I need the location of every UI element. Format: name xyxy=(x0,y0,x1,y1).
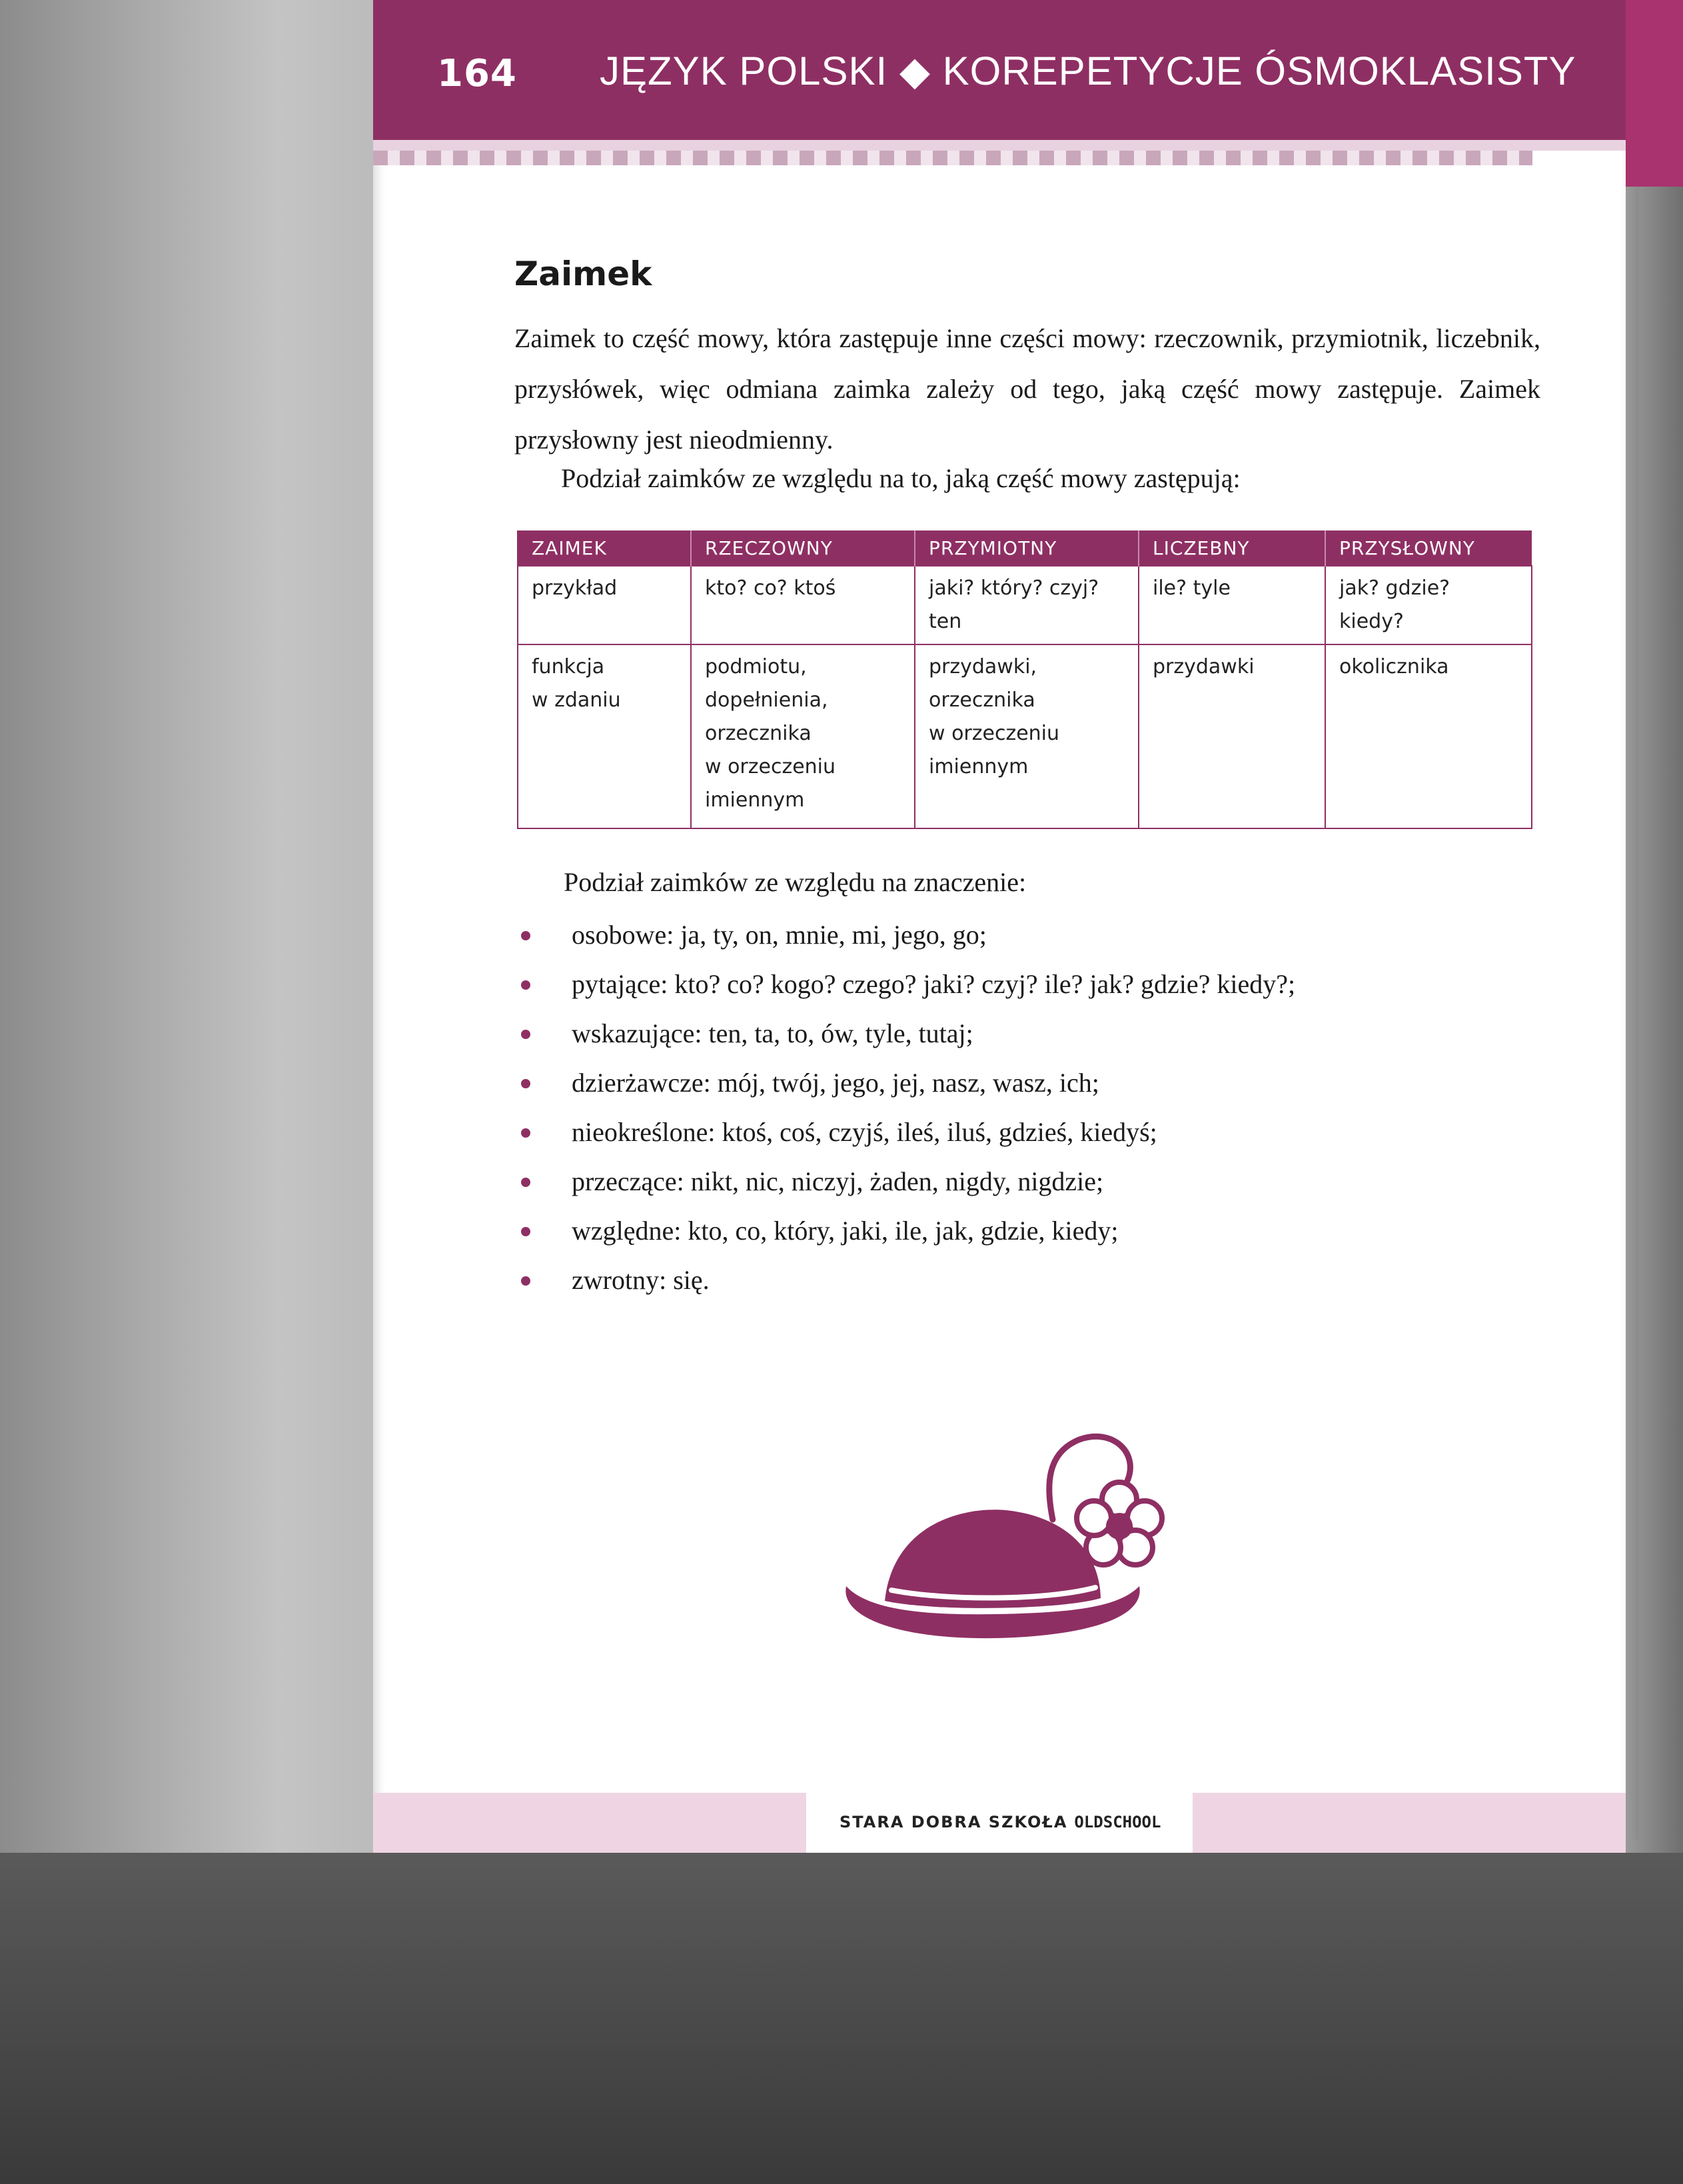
table-header-cell: ZAIMEK xyxy=(518,531,691,566)
table-cell xyxy=(1139,566,1325,644)
table-cell xyxy=(1325,644,1532,828)
cell-line: jak? gdzie? xyxy=(1339,576,1450,600)
list-item-text: względne: kto, co, który, jaki, ile, jak, gdzie, kiedy; xyxy=(572,1216,1119,1246)
bullet-icon xyxy=(521,1030,530,1039)
list-item-text: dzierżawcze: mój, twój, jego, jej, nasz, wasz, ich; xyxy=(572,1068,1099,1098)
table-cell xyxy=(691,566,915,644)
footer-label: STARA DOBRA SZKOŁA xyxy=(840,1813,1068,1831)
table-header-row xyxy=(518,531,1532,566)
table-header-cell: PRZYMIOTNY xyxy=(915,531,1139,566)
header-stripe-decoration xyxy=(373,151,1532,165)
running-title: JĘZYK POLSKI ◆ KOREPETYCJE ÓSMOKLASISTY xyxy=(600,49,1576,93)
cell-line: orzecznika xyxy=(705,722,812,745)
cell-line: ten xyxy=(929,610,962,633)
table-header-cell: PRZYSŁOWNY xyxy=(1325,531,1532,566)
footer-brand-logo: OLDSCHOOL xyxy=(1074,1813,1161,1831)
cell-line: jaki? który? czyj? xyxy=(929,576,1099,600)
intro-paragraph xyxy=(514,313,1540,465)
table-cell xyxy=(915,644,1139,828)
table-header-cell: LICZEBNY xyxy=(1139,531,1325,566)
footer-text xyxy=(840,1813,1161,1831)
cell-line: orzecznika xyxy=(929,688,1035,712)
cell-line: kiedy? xyxy=(1339,610,1404,633)
cell-line: imiennym xyxy=(929,755,1029,778)
list-item-text: pytające: kto? co? kogo? czego? jaki? czyj? ile? jak? gdzie? kiedy?; xyxy=(572,969,1296,999)
bullet-icon xyxy=(521,980,530,990)
table-header-cell: RZECZOWNY xyxy=(691,531,915,566)
pronoun-table xyxy=(517,531,1532,829)
list-item xyxy=(514,910,1554,960)
cell-line: w zdaniu xyxy=(532,688,621,712)
list-item-text: nieokreślone: ktoś, coś, czyjś, ileś, iluś, gdzieś, kiedyś; xyxy=(572,1117,1157,1147)
list-item-text: wskazujące: ten, ta, to, ów, tyle, tutaj; xyxy=(572,1018,973,1048)
list-item-text: przeczące: nikt, nic, niczyj, żaden, nigdy, nigdzie; xyxy=(572,1166,1104,1196)
cell-line: w orzeczeniu xyxy=(705,755,836,778)
table-row xyxy=(518,644,1532,828)
cell-line: podmiotu, xyxy=(705,655,807,678)
cell-line: w orzeczeniu xyxy=(929,722,1060,745)
cell-line: funkcja xyxy=(532,655,605,678)
list-item xyxy=(514,1009,1554,1058)
table-cell-label: przykład xyxy=(518,566,691,644)
table-cell xyxy=(1325,566,1532,644)
table-cell-label xyxy=(518,644,691,828)
book-page xyxy=(373,0,1626,1853)
table-row xyxy=(518,566,1532,644)
bullet-icon xyxy=(521,1079,530,1088)
cell-line: imiennym xyxy=(705,788,805,812)
division-by-replacement-heading: Podział zaimków ze względu na to, jaką część mowy zastępują: xyxy=(561,463,1241,493)
header-band xyxy=(373,0,1626,140)
bullet-icon xyxy=(521,1128,530,1138)
list-item xyxy=(514,1206,1554,1256)
list-item xyxy=(514,1108,1554,1157)
cell-line: ile? tyle xyxy=(1153,576,1231,600)
cell-line: okolicznika xyxy=(1339,655,1449,678)
cell-line: kto? co? ktoś xyxy=(705,576,836,600)
header-stripe-base xyxy=(373,140,1626,151)
section-heading: Zaimek xyxy=(514,255,652,293)
list-item-text: osobowe: ja, ty, on, mnie, mi, jego, go; xyxy=(572,920,987,950)
list-item xyxy=(514,960,1554,1009)
cell-line: dopełnienia, xyxy=(705,688,828,712)
cell-line: przydawki xyxy=(1153,655,1255,678)
list-item xyxy=(514,1256,1554,1305)
bullet-icon xyxy=(521,931,530,940)
list-item xyxy=(514,1157,1554,1206)
pronoun-meaning-list xyxy=(514,910,1554,1305)
scanner-background-bottom xyxy=(0,1853,1683,2184)
next-page-header-edge xyxy=(1626,0,1683,187)
bullet-icon xyxy=(521,1227,530,1236)
division-by-meaning-heading: Podział zaimków ze względu na znaczenie: xyxy=(564,867,1027,897)
table-cell xyxy=(915,566,1139,644)
cell-line: przydawki, xyxy=(929,655,1037,678)
intro-text: Zaimek to część mowy, która zastępuje inne części mowy: rzeczownik, przymiotnik, liczebnik, przysłówek, więc odmiana zaimka zależy od tego, jaką część mowy zastępuje. Zaimek przysłowny jest nieodmienny. xyxy=(514,323,1540,455)
list-item xyxy=(514,1058,1554,1108)
pronoun-table-wrapper xyxy=(517,531,1532,829)
bullet-icon xyxy=(521,1276,530,1286)
page-number: 164 xyxy=(437,52,517,95)
table-cell xyxy=(1139,644,1325,828)
table-cell xyxy=(691,644,915,828)
hat-with-flower-icon xyxy=(826,1426,1173,1693)
list-item-text: zwrotny: się. xyxy=(572,1265,710,1295)
bullet-icon xyxy=(521,1178,530,1187)
